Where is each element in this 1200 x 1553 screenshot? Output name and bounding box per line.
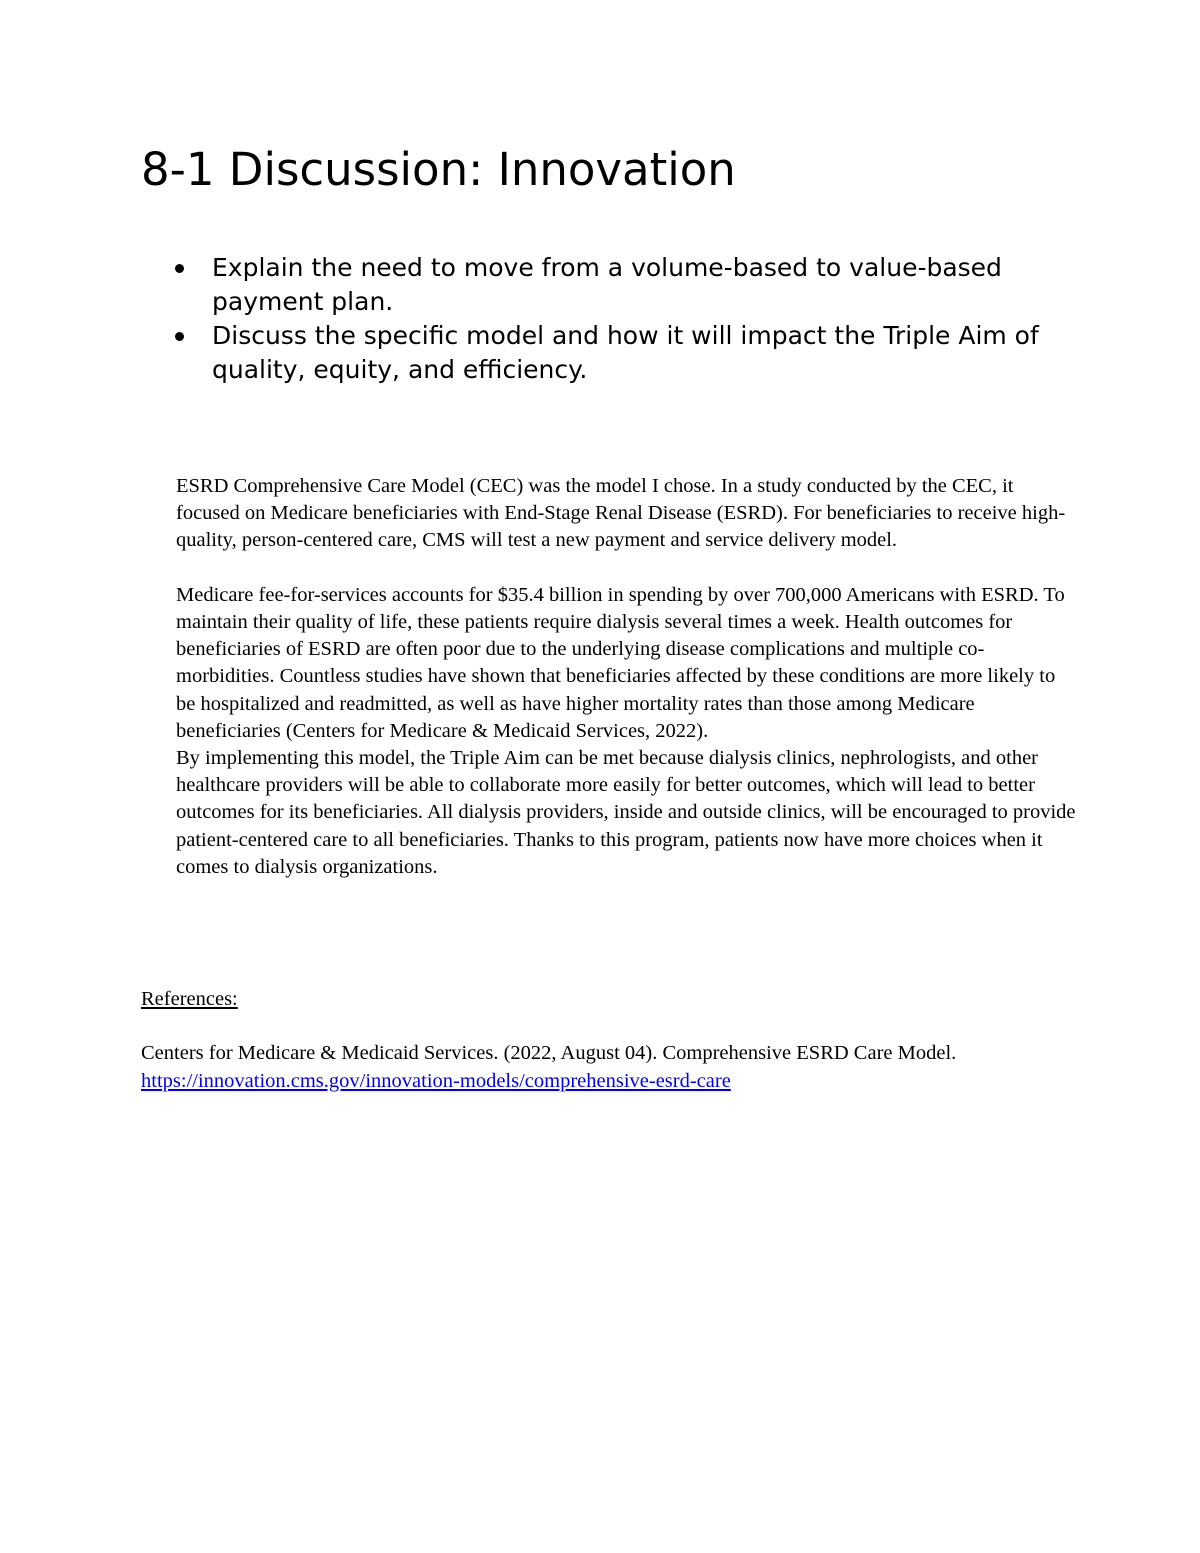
paragraph-spacer: [176, 555, 1076, 582]
references-spacer: [141, 1013, 1101, 1040]
bullet-icon: [175, 332, 184, 341]
reference-entry: Centers for Medicare & Medicaid Services. (2022, August 04). Comprehensive ESRD Care Model.: [141, 1042, 957, 1065]
prompt-item: [212, 251, 1052, 319]
page-title: 8-1 Discussion: Innovation: [141, 143, 736, 196]
prompt-list: [212, 251, 1052, 387]
prompt-text: Discuss the specific model and how it will impact the Triple Aim of quality, equity, and efficiency.: [212, 321, 1039, 384]
prompt-text: Explain the need to move from a volume-based to value-based payment plan.: [212, 253, 1002, 316]
references-heading: References:: [141, 988, 238, 1010]
paragraph-triple-aim: By implementing this model, the Triple Aim can be met because dialysis clinics, nephrologists, and other healthcare providers will be able to collaborate more easily for better outcomes, which will lead to better outcomes for its beneficiaries. All dialysis providers, inside and outside clinics, will be encouraged to provide patient-centered care to all beneficiaries. Thanks to this program, patients now have more choices when it comes to dialysis organizations.: [176, 747, 1076, 878]
bullet-icon: [175, 264, 184, 273]
paragraph-model-intro: ESRD Comprehensive Care Model (CEC) was the model I chose. In a study conducted by the CEC, it focused on Medicare beneficiaries with End-Stage Renal Disease (ESRD). For beneficiaries to receive high-quality, person-centered care, CMS will test a new payment and service delivery model.: [176, 475, 1066, 552]
reference-link[interactable]: https://innovation.cms.gov/innovation-models/comprehensive-esrd-care: [141, 1069, 731, 1092]
response-body: [176, 473, 1076, 881]
prompt-item: [212, 319, 1052, 387]
paragraph-background: Medicare fee-for-services accounts for $35.4 billion in spending by over 700,000 Americans with ESRD. To maintain their quality of life, these patients require dialysis several times a week. Health outcomes for beneficiaries of ESRD are often poor due to the underlying disease complications and multiple co-morbidities. Countless studies have shown that beneficiaries affected by these conditions are more likely to be hospitalized and readmitted, as well as have higher mortality rates than those among Medicare beneficiaries (Centers for Medicare & Medicaid Services, 2022).: [176, 583, 1065, 742]
references-section: [141, 986, 1101, 1095]
